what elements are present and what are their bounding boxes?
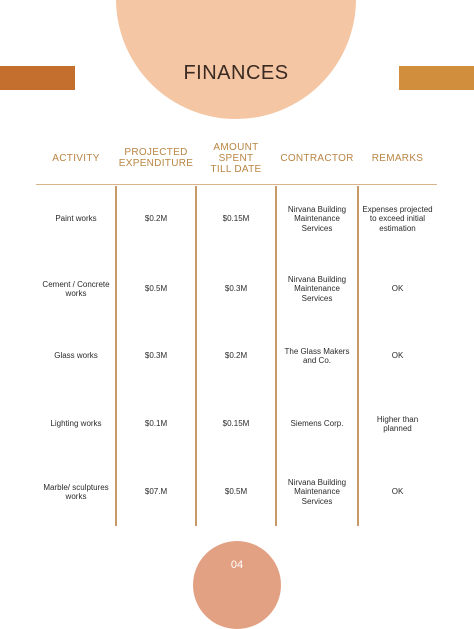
cell-activity bbox=[36, 199, 116, 239]
cell-line: Services bbox=[301, 496, 333, 506]
header-spent-line2: TILL DATE bbox=[210, 163, 262, 175]
page-number-circle bbox=[193, 541, 281, 629]
cell-line: Higher than bbox=[376, 414, 419, 424]
cell-value: $07.M bbox=[144, 487, 168, 497]
cell-line: planned bbox=[383, 424, 412, 433]
cell-spent bbox=[196, 472, 276, 512]
cell-line: Maintenance bbox=[294, 487, 340, 497]
cell-line: estimation bbox=[379, 223, 416, 233]
table-row bbox=[36, 199, 437, 239]
cell-line: Paint works bbox=[55, 214, 97, 224]
header-projected-expenditure bbox=[116, 145, 196, 171]
header-activity: ACTIVITY bbox=[52, 152, 100, 164]
cell-line: Maintenance bbox=[294, 284, 340, 294]
table-row bbox=[36, 269, 437, 309]
cell-value: $0.1M bbox=[144, 419, 168, 429]
cell-line: Nirvana Building bbox=[287, 204, 347, 214]
cell-value: $0.3M bbox=[224, 284, 248, 294]
cell-projected bbox=[116, 472, 196, 512]
cell-projected bbox=[116, 199, 196, 239]
cell-spent bbox=[196, 336, 276, 376]
table-row bbox=[36, 404, 437, 444]
cell-contractor bbox=[276, 269, 358, 309]
cell-line: OK bbox=[391, 284, 404, 294]
cell-value: $0.15M bbox=[222, 419, 250, 429]
cell-value: $0.3M bbox=[144, 351, 168, 361]
cell-line: OK bbox=[391, 487, 404, 497]
cell-line: Nirvana Building bbox=[287, 274, 347, 284]
cell-remarks bbox=[358, 404, 437, 444]
cell-remarks bbox=[358, 472, 437, 512]
header-amount-spent bbox=[196, 141, 276, 175]
cell-line: Siemens Corp. bbox=[290, 419, 344, 429]
cell-line: Lighting works bbox=[50, 419, 102, 429]
cell-contractor bbox=[276, 199, 358, 239]
cell-line: Cement / Concrete bbox=[42, 279, 110, 289]
cell-line: The Glass Makers bbox=[284, 346, 350, 356]
cell-line: Nirvana Building bbox=[287, 477, 347, 487]
cell-line: Maintenance bbox=[294, 214, 340, 224]
cell-remarks bbox=[358, 269, 437, 309]
cell-contractor bbox=[276, 472, 358, 512]
cell-activity bbox=[36, 336, 116, 376]
page-title: FINANCES bbox=[183, 62, 289, 84]
cell-remarks bbox=[358, 336, 437, 376]
cell-projected bbox=[116, 404, 196, 444]
cell-activity bbox=[36, 472, 116, 512]
cell-remarks bbox=[358, 199, 437, 239]
cell-line: to exceed initial bbox=[369, 214, 426, 224]
header-divider bbox=[36, 184, 437, 185]
cell-value: $0.15M bbox=[222, 214, 250, 224]
cell-projected bbox=[116, 269, 196, 309]
header-projected-line1: PROJECTED bbox=[124, 147, 188, 158]
cell-spent bbox=[196, 269, 276, 309]
header-contractor: CONTRACTOR bbox=[280, 152, 354, 164]
cell-value: $0.2M bbox=[144, 214, 168, 224]
cell-line: OK bbox=[391, 351, 404, 361]
cell-contractor bbox=[276, 404, 358, 444]
cell-line: Services bbox=[301, 223, 333, 233]
cell-spent bbox=[196, 199, 276, 239]
table-row bbox=[36, 472, 437, 512]
cell-activity bbox=[36, 269, 116, 309]
cell-activity bbox=[36, 404, 116, 444]
cell-projected bbox=[116, 336, 196, 376]
table-row bbox=[36, 336, 437, 376]
header-projected-line2: EXPENDITURE bbox=[118, 158, 194, 169]
table-header bbox=[36, 141, 437, 175]
cell-value: $0.5M bbox=[144, 284, 168, 294]
cell-spent bbox=[196, 404, 276, 444]
cell-line: works bbox=[65, 289, 87, 298]
cell-line: and Co. bbox=[302, 356, 332, 365]
cell-line: Services bbox=[301, 293, 333, 303]
cell-value: $0.5M bbox=[224, 487, 248, 497]
cell-line: Marble/ sculptures bbox=[43, 482, 109, 492]
decorative-band-left bbox=[0, 66, 75, 90]
cell-line: works bbox=[65, 492, 87, 501]
cell-line: Expenses projected bbox=[362, 204, 433, 214]
title-circle bbox=[116, 0, 356, 119]
cell-contractor bbox=[276, 336, 358, 376]
cell-value: $0.2M bbox=[224, 351, 248, 361]
header-spent-line1: AMOUNT SPENT bbox=[213, 141, 259, 164]
cell-line: Glass works bbox=[54, 351, 98, 361]
page-number: 04 bbox=[230, 559, 244, 571]
decorative-band-right bbox=[399, 66, 474, 90]
header-remarks: REMARKS bbox=[371, 152, 424, 164]
